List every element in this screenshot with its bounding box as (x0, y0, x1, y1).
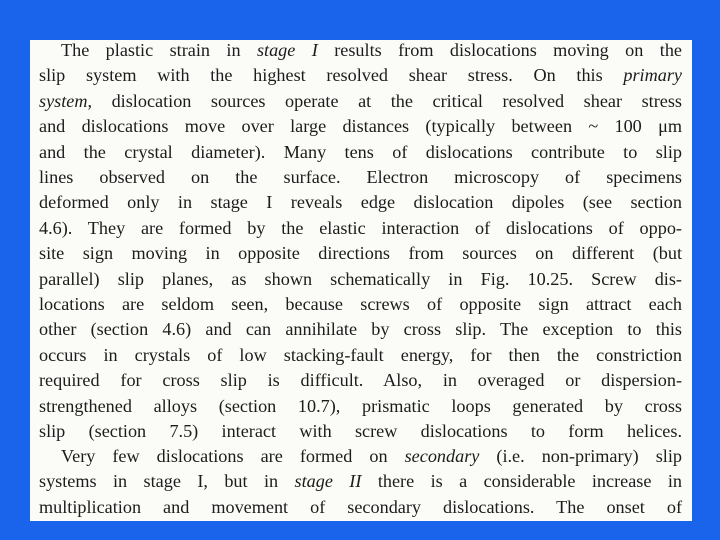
text-line (39, 368, 682, 392)
text-run: locations are seldom seen, because screws of opposite sign attract each (39, 294, 682, 314)
text-line (39, 165, 682, 189)
text-run: and dislocations move over large distances (typically between ~ 100 μm (39, 116, 682, 137)
text-line (39, 419, 682, 443)
scanned-page (30, 40, 692, 521)
italic-term: primary (623, 65, 682, 86)
text-run: occurs in crystals of low stacking-fault energy, for then the constriction (39, 344, 682, 365)
text-run: slip system with the highest resolved shear stress. On this (39, 65, 624, 86)
text-run: lines observed on the surface. Electron microscopy of specimens (39, 167, 682, 187)
text-line (39, 63, 682, 87)
text-line (61, 444, 682, 468)
text-run: site sign moving in opposite directions from sources on different (but (39, 243, 682, 264)
text-line (39, 89, 682, 113)
text-run: multiplication and movement of secondary dislocations. The onset of (39, 496, 682, 517)
text-run: parallel) slip planes, as shown schematically in Fig. 10.25. Screw dis- (39, 268, 682, 289)
text-run: The plastic strain in (61, 40, 257, 60)
text-run: required for cross slip is difficult. Also, in overaged or dispersion- (39, 370, 682, 391)
italic-term: stage II (294, 471, 362, 492)
text-line (39, 495, 682, 519)
text-line (39, 394, 682, 418)
text-run: deformed only in stage I reveals edge dislocation dipoles (see section (39, 192, 682, 213)
text-line (39, 267, 682, 291)
text-run: and the crystal diameter). Many tens of dislocations contribute to slip (39, 141, 682, 162)
italic-term: system (39, 90, 88, 111)
text-run: results from dislocations moving on the (317, 40, 682, 60)
text-run: (i.e. non-primary) slip (479, 446, 682, 466)
text-run: there is a considerable increase in (361, 471, 682, 492)
text-line (39, 317, 682, 341)
text-line (39, 140, 682, 164)
text-run: strengthened alloys (section 10.7), prismatic loops generated by cross (39, 395, 682, 416)
text-line (61, 40, 682, 62)
text-line (39, 343, 682, 367)
text-run: other (section 4.6) and can annihilate by cross slip. The exception to this (39, 319, 682, 340)
italic-term: secondary (404, 446, 480, 466)
text-line (39, 469, 682, 493)
text-line (39, 114, 682, 138)
text-line (39, 190, 682, 214)
text-line (39, 241, 682, 265)
text-line (39, 216, 682, 240)
text-run: slip (section 7.5) interact with screw dislocations to form helices. (39, 421, 682, 441)
italic-term: stage I (256, 40, 318, 60)
text-run: systems in stage I, but in (39, 471, 295, 492)
text-run: Very few dislocations are formed on (61, 446, 405, 466)
text-line (39, 292, 682, 316)
text-run: , dislocation sources operate at the critical resolved shear stress (87, 90, 682, 111)
text-run: 4.6). They are formed by the elastic interaction of dislocations of oppo- (39, 217, 682, 238)
